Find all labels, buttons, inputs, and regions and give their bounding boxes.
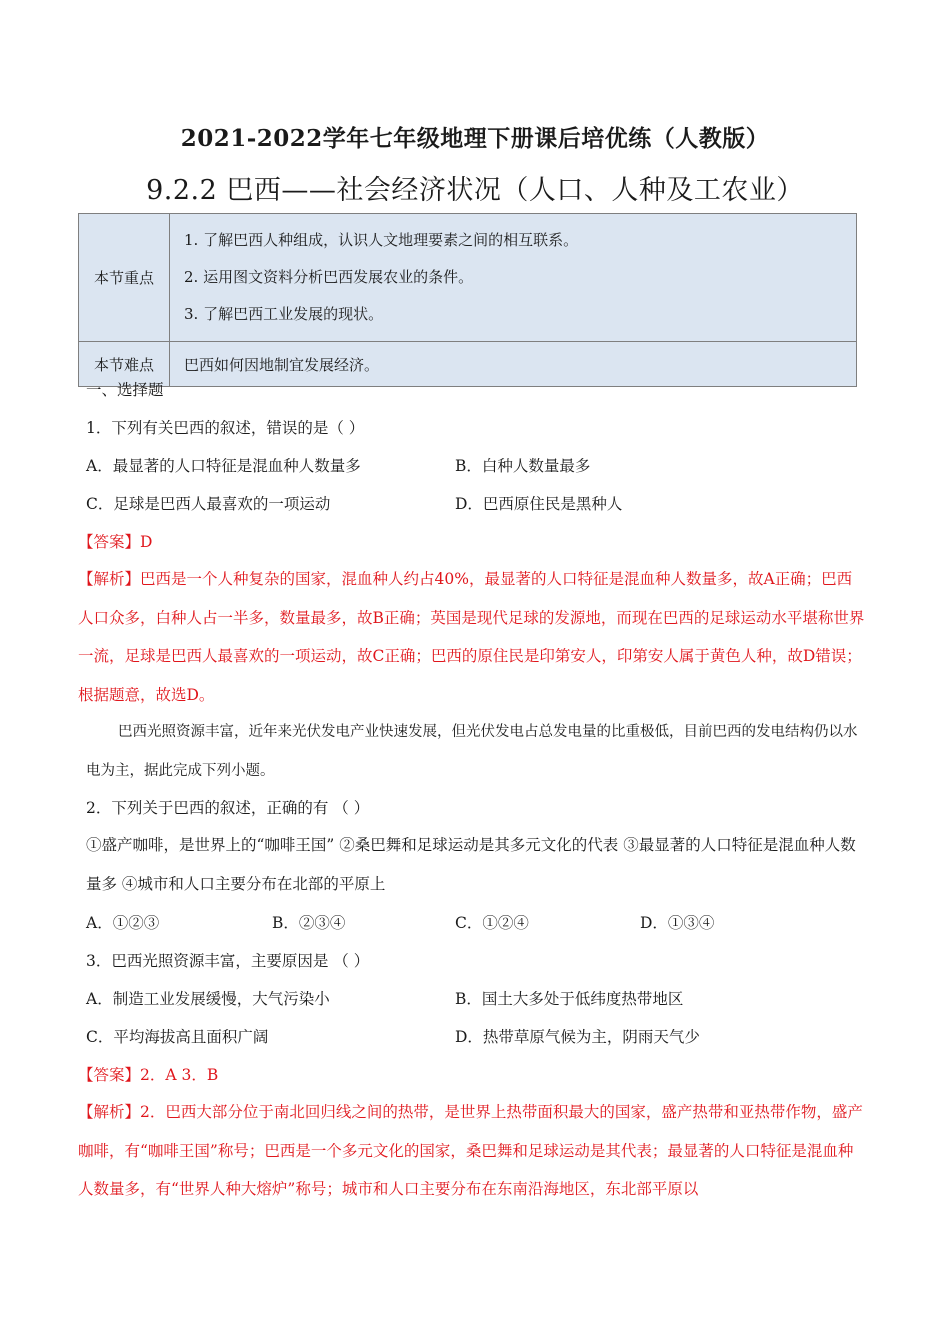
- material-paragraph: 巴西光照资源丰富，近年来光伏发电产业快速发展，但光伏发电占总发电量的比重极低，目前巴西的发电结构仍以水电为主，据此完成下列小题。: [86, 724, 858, 779]
- question-2-option-d: D．①③④: [640, 914, 715, 932]
- question-3-stem: 3．巴西光照资源丰富，主要原因是 （ ）: [86, 952, 370, 970]
- difficulty-row: [79, 342, 857, 387]
- question-1-answer: 【答案】D: [78, 533, 153, 551]
- key-points-row: [79, 214, 857, 342]
- question-1-option-a: A．最显著的人口特征是混血种人数量多: [86, 457, 361, 475]
- section-heading: 一、选择题: [86, 381, 164, 399]
- question-3-option-a: A．制造工业发展缓慢，大气污染小: [86, 990, 330, 1008]
- question-3-option-c: C．平均海拔高且面积广阔: [86, 1028, 269, 1046]
- question-2-option-c: C．①②④: [455, 914, 529, 932]
- objectives-table: [78, 213, 857, 387]
- question-2-option-b: B．②③④: [272, 914, 346, 932]
- key-points-cell: [170, 214, 857, 342]
- key-point: 2. 运用图文资料分析巴西发展农业的条件。: [184, 268, 474, 286]
- questions-2-3-analysis: 【解析】2．巴西大部分位于南北回归线之间的热带，是世界上热带面积最大的国家，盛产热带和亚热带作物，盛产咖啡，有“咖啡王国”称号；巴西是一个多元文化的国家，桑巴舞和足球运动是其代表；最显著的人口特征是混血种人数量多，有“世界人种大熔炉”称号；城市和人口主要分布在东南沿海地区，东北部平原以: [78, 1103, 863, 1198]
- question-3-option-b: B．国土大多处于低纬度热带地区: [455, 990, 684, 1008]
- question-1-analysis: 【解析】巴西是一个人种复杂的国家，混血种人约占40%，最显著的人口特征是混血种人数量多，故A正确；巴西人口众多，白种人占一半多，数量最多，故B正确；英国是现代足球的发源地，而现在巴西的足球运动水平堪称世界一流，足球是巴西人最喜欢的一项运动，故C正确；巴西的原住民是印第安人，印第安人属于黄色人种，故D错误；根据题意，故选D。: [78, 570, 865, 704]
- key-point: 3. 了解巴西工业发展的现状。: [184, 305, 384, 323]
- difficulty-text: 巴西如何因地制宜发展经济。: [170, 342, 857, 387]
- key-point: 1. 了解巴西人种组成，认识人文地理要素之间的相互联系。: [184, 231, 579, 249]
- questions-2-3-answer: 【答案】2．A 3．B: [78, 1066, 219, 1084]
- key-points-label: 本节重点: [79, 214, 170, 342]
- question-1-option-d: D．巴西原住民是黑种人: [455, 495, 623, 513]
- question-2-body: ①盛产咖啡，是世界上的“咖啡王国” ②桑巴舞和足球运动是其多元文化的代表 ③最显著的人口特征是混血种人数量多 ④城市和人口主要分布在北部的平原上: [86, 836, 856, 893]
- question-2-stem: 2．下列关于巴西的叙述，正确的有 （ ）: [86, 799, 370, 817]
- question-1-stem: 1．下列有关巴西的叙述，错误的是（ ）: [86, 419, 365, 437]
- document-title: 2021-2022学年七年级地理下册课后培优练（人教版）: [180, 125, 770, 152]
- document-subtitle: 9.2.2 巴西——社会经济状况（人口、人种及工农业）: [146, 175, 804, 206]
- question-3-option-d: D．热带草原气候为主，阴雨天气少: [455, 1028, 700, 1046]
- question-1-option-b: B．白种人数量最多: [455, 457, 591, 475]
- question-1-option-c: C．足球是巴西人最喜欢的一项运动: [86, 495, 331, 513]
- question-2-option-a: A．①②③: [86, 914, 160, 932]
- difficulty-label: 本节难点: [79, 342, 170, 387]
